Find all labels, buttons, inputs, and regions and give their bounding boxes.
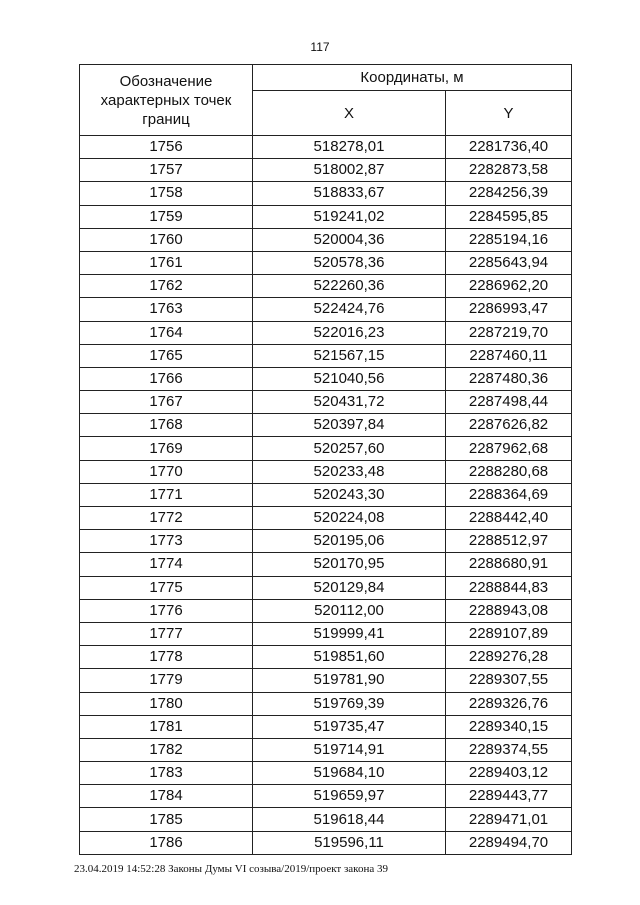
point-id-cell: 1777: [80, 622, 253, 645]
point-id-cell: 1785: [80, 808, 253, 831]
table-row: [80, 669, 572, 692]
table-row: [80, 460, 572, 483]
y-coordinate-cell: 2288364,69: [446, 483, 572, 506]
page-number: 117: [310, 40, 330, 54]
y-coordinate-cell: 2284256,39: [446, 182, 572, 205]
table-row: [80, 321, 572, 344]
point-id-cell: 1758: [80, 182, 253, 205]
point-id-cell: 1761: [80, 251, 253, 274]
y-coordinate-cell: 2286962,20: [446, 275, 572, 298]
point-id-cell: 1771: [80, 483, 253, 506]
table-row: [80, 437, 572, 460]
y-coordinate-cell: 2287498,44: [446, 391, 572, 414]
table-row: [80, 785, 572, 808]
header-y: Y: [446, 91, 572, 136]
x-coordinate-cell: 521040,56: [253, 367, 446, 390]
x-coordinate-cell: 520224,08: [253, 507, 446, 530]
point-id-cell: 1757: [80, 159, 253, 182]
header-x: X: [253, 91, 446, 136]
y-coordinate-cell: 2289276,28: [446, 646, 572, 669]
y-coordinate-cell: 2288512,97: [446, 530, 572, 553]
y-coordinate-cell: 2285194,16: [446, 228, 572, 251]
table-row: [80, 507, 572, 530]
point-id-cell: 1780: [80, 692, 253, 715]
x-coordinate-cell: 519241,02: [253, 205, 446, 228]
table-row: [80, 831, 572, 854]
x-coordinate-cell: 520233,48: [253, 460, 446, 483]
header-point-label: Обозначение характерных точек границ: [80, 65, 253, 136]
footer-stamp: 23.04.2019 14:52:28 Законы Думы VI созыва/2019/проект закона 39: [74, 863, 388, 875]
point-id-cell: 1760: [80, 228, 253, 251]
point-id-cell: 1786: [80, 831, 253, 854]
point-id-cell: 1762: [80, 275, 253, 298]
y-coordinate-cell: 2282873,58: [446, 159, 572, 182]
table-row: [80, 344, 572, 367]
y-coordinate-cell: 2287480,36: [446, 367, 572, 390]
x-coordinate-cell: 518002,87: [253, 159, 446, 182]
y-coordinate-cell: 2288680,91: [446, 553, 572, 576]
x-coordinate-cell: 522016,23: [253, 321, 446, 344]
point-id-cell: 1767: [80, 391, 253, 414]
point-id-cell: 1769: [80, 437, 253, 460]
point-id-cell: 1768: [80, 414, 253, 437]
x-coordinate-cell: 520431,72: [253, 391, 446, 414]
y-coordinate-cell: 2287460,11: [446, 344, 572, 367]
x-coordinate-cell: 519851,60: [253, 646, 446, 669]
x-coordinate-cell: 518833,67: [253, 182, 446, 205]
table-row: [80, 228, 572, 251]
point-id-cell: 1772: [80, 507, 253, 530]
coordinates-table: [79, 64, 572, 855]
x-coordinate-cell: 519684,10: [253, 762, 446, 785]
x-coordinate-cell: 519618,44: [253, 808, 446, 831]
point-id-cell: 1766: [80, 367, 253, 390]
y-coordinate-cell: 2289494,70: [446, 831, 572, 854]
x-coordinate-cell: 521567,15: [253, 344, 446, 367]
table-row: [80, 692, 572, 715]
table-row: [80, 391, 572, 414]
table-row: [80, 576, 572, 599]
x-coordinate-cell: 520112,00: [253, 599, 446, 622]
x-coordinate-cell: 518278,01: [253, 136, 446, 159]
x-coordinate-cell: 519596,11: [253, 831, 446, 854]
x-coordinate-cell: 520195,06: [253, 530, 446, 553]
point-id-cell: 1773: [80, 530, 253, 553]
point-id-cell: 1781: [80, 715, 253, 738]
x-coordinate-cell: 519769,39: [253, 692, 446, 715]
x-coordinate-cell: 519714,91: [253, 738, 446, 761]
point-id-cell: 1776: [80, 599, 253, 622]
point-id-cell: 1763: [80, 298, 253, 321]
y-coordinate-cell: 2288280,68: [446, 460, 572, 483]
table-row: [80, 182, 572, 205]
x-coordinate-cell: 519781,90: [253, 669, 446, 692]
x-coordinate-cell: 520129,84: [253, 576, 446, 599]
point-id-cell: 1782: [80, 738, 253, 761]
x-coordinate-cell: 522424,76: [253, 298, 446, 321]
table-row: [80, 159, 572, 182]
table-header: [80, 65, 572, 136]
point-id-cell: 1764: [80, 321, 253, 344]
x-coordinate-cell: 520397,84: [253, 414, 446, 437]
table-row: [80, 367, 572, 390]
y-coordinate-cell: 2288943,08: [446, 599, 572, 622]
y-coordinate-cell: 2289326,76: [446, 692, 572, 715]
table-row: [80, 530, 572, 553]
y-coordinate-cell: 2289443,77: [446, 785, 572, 808]
x-coordinate-cell: 520243,30: [253, 483, 446, 506]
x-coordinate-cell: 520578,36: [253, 251, 446, 274]
point-id-cell: 1783: [80, 762, 253, 785]
point-id-cell: 1775: [80, 576, 253, 599]
point-id-cell: 1779: [80, 669, 253, 692]
y-coordinate-cell: 2287219,70: [446, 321, 572, 344]
y-coordinate-cell: 2289307,55: [446, 669, 572, 692]
table-row: [80, 599, 572, 622]
table-row: [80, 136, 572, 159]
table-row: [80, 414, 572, 437]
y-coordinate-cell: 2289340,15: [446, 715, 572, 738]
point-id-cell: 1759: [80, 205, 253, 228]
table-row: [80, 646, 572, 669]
y-coordinate-cell: 2289403,12: [446, 762, 572, 785]
table-body: [80, 136, 572, 855]
y-coordinate-cell: 2288844,83: [446, 576, 572, 599]
table-row: [80, 275, 572, 298]
table-row: [80, 298, 572, 321]
x-coordinate-cell: 522260,36: [253, 275, 446, 298]
table-row: [80, 762, 572, 785]
y-coordinate-cell: 2287962,68: [446, 437, 572, 460]
x-coordinate-cell: 520170,95: [253, 553, 446, 576]
header-coordinates: Координаты, м: [253, 65, 572, 91]
point-id-cell: 1756: [80, 136, 253, 159]
table-row: [80, 808, 572, 831]
table-row: [80, 622, 572, 645]
table-row: [80, 715, 572, 738]
x-coordinate-cell: 519659,97: [253, 785, 446, 808]
point-id-cell: 1765: [80, 344, 253, 367]
y-coordinate-cell: 2289471,01: [446, 808, 572, 831]
y-coordinate-cell: 2286993,47: [446, 298, 572, 321]
table-row: [80, 483, 572, 506]
point-id-cell: 1778: [80, 646, 253, 669]
y-coordinate-cell: 2287626,82: [446, 414, 572, 437]
table-row: [80, 251, 572, 274]
y-coordinate-cell: 2284595,85: [446, 205, 572, 228]
x-coordinate-cell: 520004,36: [253, 228, 446, 251]
y-coordinate-cell: 2281736,40: [446, 136, 572, 159]
y-coordinate-cell: 2289107,89: [446, 622, 572, 645]
point-id-cell: 1770: [80, 460, 253, 483]
y-coordinate-cell: 2289374,55: [446, 738, 572, 761]
point-id-cell: 1784: [80, 785, 253, 808]
table-row: [80, 553, 572, 576]
table-row: [80, 738, 572, 761]
point-id-cell: 1774: [80, 553, 253, 576]
y-coordinate-cell: 2285643,94: [446, 251, 572, 274]
x-coordinate-cell: 519735,47: [253, 715, 446, 738]
x-coordinate-cell: 520257,60: [253, 437, 446, 460]
y-coordinate-cell: 2288442,40: [446, 507, 572, 530]
table-row: [80, 205, 572, 228]
x-coordinate-cell: 519999,41: [253, 622, 446, 645]
